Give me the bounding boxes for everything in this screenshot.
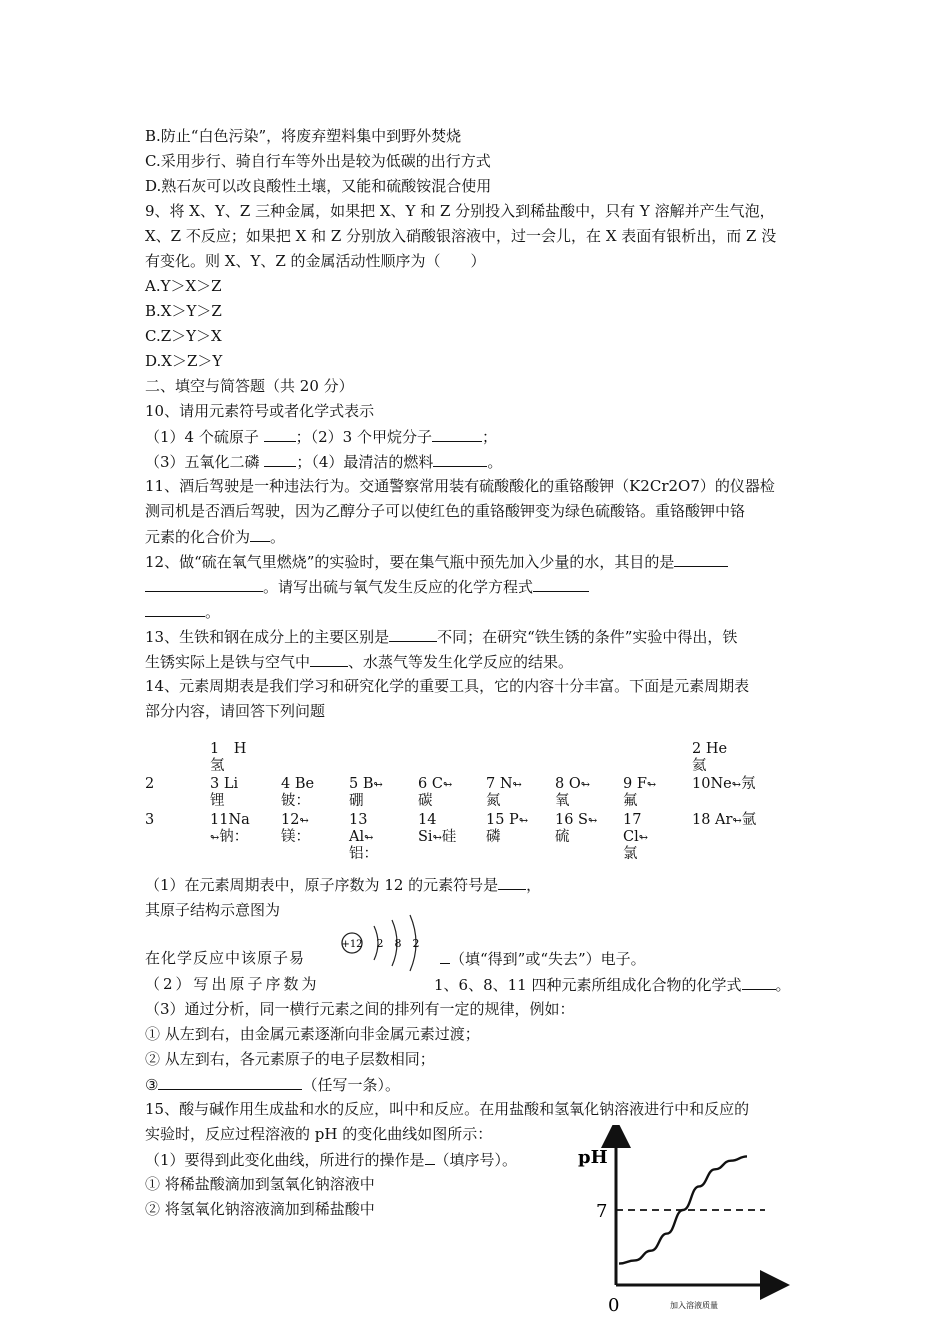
pt-mg-name: 镁： xyxy=(281,829,310,845)
q9-line-1: 9、将 X、Y、Z 三种金属，如果把 X、Y 和 Z 分别投入到稀盐酸中，只有 Y 溶解并产生气泡， xyxy=(145,202,775,220)
squiggle-icon: ↬ xyxy=(732,814,742,827)
pt-si-name: 硅 xyxy=(441,829,457,845)
pt-si xyxy=(418,812,456,846)
ph-curve-chart xyxy=(570,1125,800,1315)
pt-p xyxy=(486,812,528,846)
q14-sub-3: （3）通过分析，同一横行元素之间的排列有一定的规律，例如： xyxy=(145,1000,575,1018)
q10-part-2: ；（2）3 个甲烷分子 xyxy=(295,428,432,446)
pt-h xyxy=(210,741,246,775)
q10-line-1 xyxy=(145,426,497,447)
pt-al-number: 13 xyxy=(349,812,368,828)
q10-part-6: 。 xyxy=(487,453,503,471)
q11-end: 。 xyxy=(270,528,286,546)
pt-al-name: 铝： xyxy=(349,846,378,862)
q10-line-2 xyxy=(145,451,502,472)
reference-line-label: 7 xyxy=(596,1201,608,1222)
q12-text-2: 。请写出硫与氧气发生反应的化学方程式 xyxy=(263,578,534,596)
q9-option-a: A.Y＞X＞Z xyxy=(145,277,222,295)
q14-blank-1[interactable] xyxy=(498,874,526,890)
q10-blank-3[interactable] xyxy=(264,451,296,467)
pt-f xyxy=(623,776,656,810)
pt-p-number: 15 P xyxy=(486,812,519,828)
pt-cl-symbol: Cl xyxy=(623,829,639,845)
q14-sub-1c-text: （填“得到”或“失去”）电子。 xyxy=(450,950,646,968)
q13-text-2: 不同；在研究“铁生锈的条件”实验中得出，铁 xyxy=(437,628,738,646)
pt-na-name: 钠： xyxy=(219,829,249,845)
pt-mg-number: 12 xyxy=(281,812,300,828)
pt-li-name: 锂 xyxy=(210,793,225,809)
pt-al xyxy=(349,812,378,863)
q10-part-1: （1）4 个硫原子 xyxy=(145,428,259,446)
q12-blank-1[interactable] xyxy=(674,551,728,567)
q14-rule-3-mark: ③ xyxy=(145,1076,159,1094)
q12-line-2 xyxy=(145,576,589,597)
squiggle-icon: ↬ xyxy=(731,778,741,791)
q14-sub-1-text: （1）在元素周期表中，原子序数为 12 的元素符号是 xyxy=(145,876,499,894)
q14-rule-3 xyxy=(145,1074,400,1095)
pt-cl-number: 17 xyxy=(623,812,642,828)
pt-na xyxy=(210,812,250,846)
q11-line-1: 11、酒后驾驶是一种违法行为。交通警察常用装有硫酸酸化的重铬酸钾（K2Cr2O7）的仪器检 xyxy=(145,477,775,495)
q13-line-2 xyxy=(145,651,573,672)
q11-blank[interactable] xyxy=(250,526,270,542)
pt-s xyxy=(555,812,597,846)
pt-n-name: 氮 xyxy=(486,793,501,809)
q12-blank-3[interactable] xyxy=(533,576,589,592)
squiggle-icon: ↬ xyxy=(442,778,453,791)
q13-blank-1[interactable] xyxy=(389,626,437,642)
squiggle-icon: ↬ xyxy=(210,831,220,844)
atom-shell-2-count: 8 xyxy=(394,937,402,950)
q8-option-c: C.采用步行、骑自行车等外出是较为低碳的出行方式 xyxy=(145,152,491,170)
q14-sub-2a: （2）写出原子序数为 xyxy=(145,975,320,993)
pt-b-number: 5 B xyxy=(349,776,374,792)
pt-al-symbol: Al xyxy=(349,829,365,845)
q14-blank-3[interactable] xyxy=(742,974,776,990)
atom-shell-1-count: 2 xyxy=(376,937,384,950)
pt-he-number: 2 He xyxy=(692,741,728,757)
q13-text-1: 13、生铁和钢在成分上的主要区别是 xyxy=(145,628,390,646)
pt-b-name: 硼 xyxy=(349,793,364,809)
q15-sub-1-end: （填序号）。 xyxy=(434,1151,518,1169)
q9-option-b: B.X＞Y＞Z xyxy=(145,302,222,320)
q15-option-2: ② 将氢氧化钠溶液滴加到稀盐酸中 xyxy=(145,1200,375,1218)
squiggle-icon: ↬ xyxy=(364,831,374,844)
pt-h-number: 1 H xyxy=(210,741,247,757)
q13-blank-2[interactable] xyxy=(310,651,348,667)
q9-option-d: D.X＞Z＞Y xyxy=(145,352,223,370)
q8-option-b: B.防止“白色污染”，将废弃塑料集中到野外焚烧 xyxy=(145,127,462,145)
pt-s-number: 16 S xyxy=(555,812,588,828)
q10-title: 10、请用元素符号或者化学式表示 xyxy=(145,402,375,420)
q12-end: 。 xyxy=(205,603,221,621)
y-axis-label: pH xyxy=(578,1147,608,1168)
pt-o xyxy=(555,776,590,810)
squiggle-icon: ↬ xyxy=(638,831,648,844)
pt-mg xyxy=(281,812,310,846)
pt-si-number: 14 xyxy=(418,812,437,828)
pt-ar-name: 氩 xyxy=(741,812,757,828)
pt-si-symbol: Si xyxy=(418,829,433,845)
q14-line-2: 部分内容，请回答下列问题 xyxy=(145,702,326,720)
pt-he-name: 氦 xyxy=(692,758,707,774)
squiggle-icon: ↬ xyxy=(373,778,383,791)
pt-ne-number: 10Ne xyxy=(692,776,732,792)
q12-blank-2[interactable] xyxy=(145,576,263,592)
pt-n xyxy=(486,776,522,810)
pt-period-2: 2 xyxy=(145,776,155,792)
q14-sub-2b xyxy=(434,974,791,995)
pt-b xyxy=(349,776,383,810)
squiggle-icon: ↬ xyxy=(512,778,522,791)
pt-p-name: 磷 xyxy=(486,829,501,845)
q9-option-c: C.Z＞Y＞X xyxy=(145,327,222,345)
q14-blank-2[interactable] xyxy=(440,948,450,964)
q14-rule-3-text: （任写一条）。 xyxy=(302,1076,400,1094)
q15-sub-1 xyxy=(145,1149,517,1170)
q14-sub-1b-text: 在化学反应中该原子易 xyxy=(145,949,306,967)
squiggle-icon: ↬ xyxy=(432,831,442,844)
q14-line-1: 14、元素周期表是我们学习和研究化学的重要工具，它的内容十分丰富。下面是元素周期表 xyxy=(145,677,750,695)
q14-sub-1c xyxy=(440,948,646,969)
q12-line-3 xyxy=(145,601,220,622)
q15-line-2: 实验时，反应过程溶液的 pH 的变化曲线如图所示： xyxy=(145,1125,493,1143)
q15-line-1: 15、酸与碱作用生成盐和水的反应，叫中和反应。在用盐酸和氢氧化钠溶液进行中和反应的 xyxy=(145,1100,750,1118)
pt-f-name: 氟 xyxy=(623,793,638,809)
q15-sub-1-text: （1）要得到此变化曲线，所进行的操作是 xyxy=(145,1151,425,1169)
pt-c-number: 6 C xyxy=(418,776,443,792)
q14-rule-2: ② 从左到右，各元素原子的电子层数相同； xyxy=(145,1050,435,1068)
atom-structure-diagram xyxy=(338,914,426,972)
q14-sub-1-end: ， xyxy=(526,876,542,894)
pt-be-name: 铍： xyxy=(281,793,310,809)
pt-c xyxy=(418,776,452,810)
squiggle-icon: ↬ xyxy=(646,778,657,791)
pt-o-name: 氧 xyxy=(555,793,570,809)
pt-h-name: 氢 xyxy=(210,758,225,774)
atom-nucleus-label: +12 xyxy=(341,939,363,950)
pt-na-number: 11Na xyxy=(210,812,250,828)
q10-blank-1[interactable] xyxy=(264,426,296,442)
q14-sub-1 xyxy=(145,874,541,895)
q10-part-3: ； xyxy=(482,428,498,446)
q8-option-d: D.熟石灰可以改良酸性土壤，又能和硫酸铵混合使用 xyxy=(145,177,492,195)
q14-sub-2b-text: 1、6、8、11 四种元素所组成化合物的化学式 xyxy=(434,976,742,994)
pt-ar xyxy=(692,812,756,829)
section-2-title: 二、填空与简答题（共 20 分） xyxy=(145,377,354,395)
q10-part-4: （3）五氧化二磷 xyxy=(145,453,260,471)
pt-c-name: 碳 xyxy=(418,793,433,809)
pt-li xyxy=(210,776,238,810)
q13-text-3: 生锈实际上是铁与空气中 xyxy=(145,653,311,671)
q14-rule-1: ① 从左到右，由金属元素逐渐向非金属元素过渡； xyxy=(145,1025,480,1043)
pt-cl-name: 氯 xyxy=(623,846,638,862)
q11-text: 元素的化合价为 xyxy=(145,528,251,546)
squiggle-icon: ↬ xyxy=(299,814,309,827)
pt-ne xyxy=(692,776,755,793)
pt-f-number: 9 F xyxy=(623,776,647,792)
q13-text-4: 、水蒸气等发生化学反应的结果。 xyxy=(348,653,574,671)
pt-s-name: 硫 xyxy=(555,829,570,845)
pt-li-number: 3 Li xyxy=(210,776,239,792)
q15-option-1: ① 将稀盐酸滴加到氢氧化钠溶液中 xyxy=(145,1175,375,1193)
q14-sub-1-diagram-label: 其原子结构示意图为 xyxy=(145,901,281,919)
q14-sub-2-end: 。 xyxy=(775,976,791,994)
q10-blank-2[interactable] xyxy=(432,426,482,442)
pt-ar-number: 18 Ar xyxy=(692,812,733,828)
q14-sub-1b xyxy=(145,948,305,968)
q12-blank-4[interactable] xyxy=(145,601,205,617)
squiggle-icon: ↬ xyxy=(588,814,598,827)
squiggle-icon: ↬ xyxy=(580,778,590,791)
q9-line-3: 有变化。则 X、Y、Z 的金属活动性顺序为（ ） xyxy=(145,252,486,270)
pt-period-3: 3 xyxy=(145,812,155,828)
q9-line-2: X、Z 不反应；如果把 X 和 Z 分别放入硝酸银溶液中，过一会儿，在 X 表面有银析出，而 Z 没 xyxy=(145,227,777,245)
q13-line-1 xyxy=(145,626,737,647)
squiggle-icon: ↬ xyxy=(518,814,529,827)
q12-line-1 xyxy=(145,551,728,572)
pt-ne-name: 氖 xyxy=(740,776,756,792)
q11-line-2: 测司机是否酒后驾驶，因为乙醇分子可以使红色的重铬酸钾变为绿色硫酸铬。重铬酸钾中铬 xyxy=(145,502,746,520)
pt-cl xyxy=(623,812,648,863)
pt-he xyxy=(692,741,727,775)
q10-part-5: ；（4）最清洁的燃料 xyxy=(296,453,434,471)
pt-be xyxy=(281,776,314,810)
pt-o-number: 8 O xyxy=(555,776,581,792)
pt-be-number: 4 Be xyxy=(281,776,315,792)
x-axis-label: 加入溶液质量 xyxy=(670,1301,718,1310)
q12-text-1: 12、做“硫在氧气里燃烧”的实验时，要在集气瓶中预先加入少量的水，其目的是 xyxy=(145,553,675,571)
q14-blank-4[interactable] xyxy=(158,1074,302,1090)
q11-line-3 xyxy=(145,526,285,547)
origin-label: 0 xyxy=(608,1295,620,1315)
pt-n-number: 7 N xyxy=(486,776,513,792)
q15-blank-1[interactable] xyxy=(425,1149,435,1165)
q10-blank-4[interactable] xyxy=(433,451,487,467)
atom-shell-3-count: 2 xyxy=(412,937,420,950)
